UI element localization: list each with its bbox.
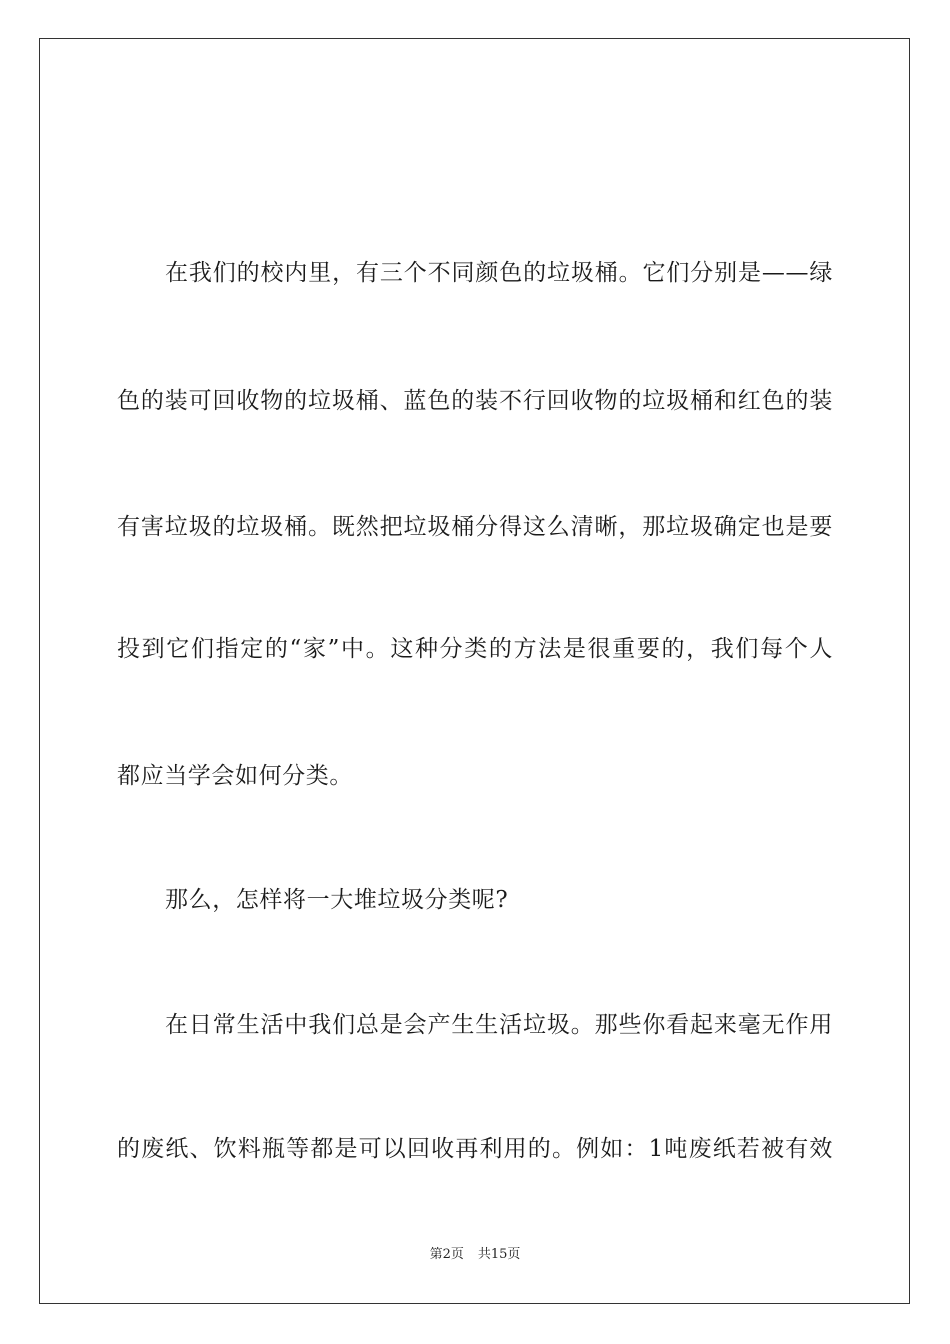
paragraph-1-line-4: 投到它们指定的“家”中。这种分类的方法是很重要的，我们每个人 (117, 636, 833, 662)
paragraph-2-line-1: 那么，怎样将一大堆垃圾分类呢? (165, 887, 509, 913)
page-border (39, 38, 910, 1304)
page-footer (0, 1246, 950, 1264)
page-number: 第2页 (429, 1247, 464, 1262)
paragraph-1-line-2: 色的装可回收物的垃圾桶、蓝色的装不行回收物的垃圾桶和红色的装 (117, 388, 833, 414)
page-total: 共15页 (477, 1247, 521, 1262)
paragraph-1-line-1: 在我们的校内里，有三个不同颜色的垃圾桶。它们分别是——绿 (165, 260, 833, 286)
paragraph-1-line-3: 有害垃圾的垃圾桶。既然把垃圾桶分得这么清晰，那垃圾确定也是要 (117, 514, 833, 540)
paragraph-1-line-5: 都应当学会如何分类。 (117, 763, 353, 789)
paragraph-3-line-2: 的废纸、饮料瓶等都是可以回收再利用的。例如：1吨废纸若被有效 (117, 1136, 833, 1162)
paragraph-3-line-1: 在日常生活中我们总是会产生生活垃圾。那些你看起来毫无作用 (165, 1012, 833, 1038)
